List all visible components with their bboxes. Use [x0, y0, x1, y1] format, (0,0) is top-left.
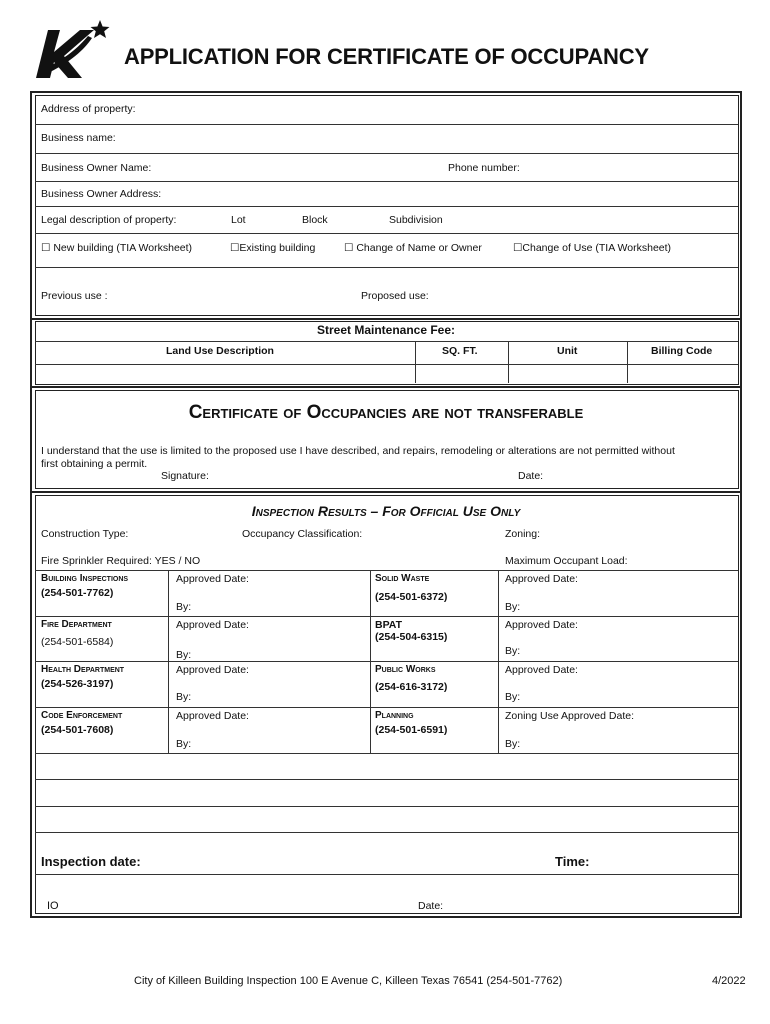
checkbox-icon[interactable]: ☐ [344, 242, 354, 254]
legal-description-label: Legal description of property: [41, 214, 177, 226]
notice-title: Certificate of Occupancies are not transferable [188, 402, 584, 423]
option-existing-building[interactable]: ☐Existing building [230, 242, 316, 254]
time-label: Time: [555, 854, 590, 869]
star-icon [30, 18, 112, 84]
notice-text-2: first obtaining a permit. [41, 458, 148, 470]
dept-planning-phone: (254-501-6591) [375, 724, 448, 736]
checkbox-icon[interactable]: ☐ [513, 242, 523, 254]
sprinkler-label: Fire Sprinkler Required: YES / NO [41, 555, 201, 567]
dept-public-works-phone: (254-616-3172) [375, 681, 448, 693]
page-title: APPLICATION FOR CERTIFICATE OF OCCUPANCY [124, 44, 649, 69]
by-label: By: [505, 738, 521, 750]
zoning-approved-label: Zoning Use Approved Date: [505, 710, 634, 722]
option-change-of-use[interactable]: ☐Change of Use (TIA Worksheet) [513, 242, 672, 254]
approved-date-label: Approved Date: [505, 573, 578, 585]
dept-solid-waste-phone: (254-501-6372) [375, 591, 448, 603]
dept-health-department: Health Department [41, 664, 125, 675]
approved-date-label: Approved Date: [176, 573, 249, 585]
inspection-title: Inspection Results – For Official Use Only [251, 503, 521, 519]
zoning-label: Zoning: [505, 528, 541, 540]
dept-code-enforcement: Code Enforcement [41, 710, 123, 721]
footer-revision: 4/2022 [712, 975, 746, 987]
construction-type-label: Construction Type: [41, 528, 129, 540]
approved-date-label: Approved Date: [176, 664, 249, 676]
notice-text-1: I understand that the use is limited to the proposed use I have described, and repairs, remodeling or alterations are not permitted without [41, 445, 675, 457]
approved-date-label: Approved Date: [505, 619, 578, 631]
dept-bpat-phone: (254-504-6315) [375, 631, 448, 643]
option-new-building[interactable]: ☐ New building (TIA Worksheet) [41, 242, 193, 254]
by-label: By: [505, 691, 521, 703]
signature-label: Signature: [161, 470, 209, 482]
dept-building-inspections: Building Inspections [41, 573, 129, 584]
option-change-name-owner[interactable]: ☐ Change of Name or Owner [344, 242, 482, 254]
owner-address-label: Business Owner Address: [41, 188, 162, 200]
city-logo [30, 18, 112, 84]
dept-planning: Planning [375, 710, 414, 721]
address-label: Address of property: [41, 103, 136, 115]
lot-label: Lot [231, 214, 246, 226]
notice-date-label: Date: [518, 470, 544, 482]
io-date-label: Date: [418, 900, 444, 912]
owner-name-label: Business Owner Name: [41, 162, 152, 174]
dept-fire-department: Fire Department [41, 619, 112, 630]
checkbox-icon[interactable]: ☐ [230, 242, 240, 254]
col-billing-code: Billing Code [651, 345, 713, 357]
dept-public-works: Public Works [375, 664, 436, 675]
proposed-use-label: Proposed use: [361, 290, 429, 302]
by-label: By: [505, 601, 521, 613]
business-name-label: Business name: [41, 132, 116, 144]
block-label: Block [302, 214, 328, 226]
by-label: By: [176, 601, 192, 613]
occupancy-label: Occupancy Classification: [242, 528, 363, 540]
checkbox-icon[interactable]: ☐ [41, 242, 51, 254]
approved-date-label: Approved Date: [505, 664, 578, 676]
dept-fire-phone: (254-501-6584) [41, 636, 114, 648]
approved-date-label: Approved Date: [176, 710, 249, 722]
by-label: By: [176, 649, 192, 661]
fee-title: Street Maintenance Fee: [316, 323, 456, 337]
io-label: IO [47, 900, 59, 912]
by-label: By: [176, 738, 192, 750]
by-label: By: [505, 645, 521, 657]
by-label: By: [176, 691, 192, 703]
inspection-date-label: Inspection date: [41, 854, 141, 869]
footer-address: City of Killeen Building Inspection 100 E Avenue C, Killeen Texas 76541 (254-501-7762) [134, 975, 563, 987]
dept-health-phone: (254-526-3197) [41, 678, 114, 690]
dept-code-phone: (254-501-7608) [41, 724, 114, 736]
col-unit: Unit [557, 345, 578, 357]
subdivision-label: Subdivision [389, 214, 443, 226]
dept-solid-waste: Solid Waste [375, 573, 430, 584]
col-land-use: Land Use Description [166, 345, 274, 357]
dept-building-phone: (254-501-7762) [41, 587, 114, 599]
approved-date-label: Approved Date: [176, 619, 249, 631]
dept-bpat: BPAT [375, 619, 403, 631]
phone-label: Phone number: [448, 162, 520, 174]
previous-use-label: Previous use : [41, 290, 108, 302]
max-occupant-label: Maximum Occupant Load: [505, 555, 628, 567]
col-sqft: SQ. FT. [442, 345, 478, 357]
